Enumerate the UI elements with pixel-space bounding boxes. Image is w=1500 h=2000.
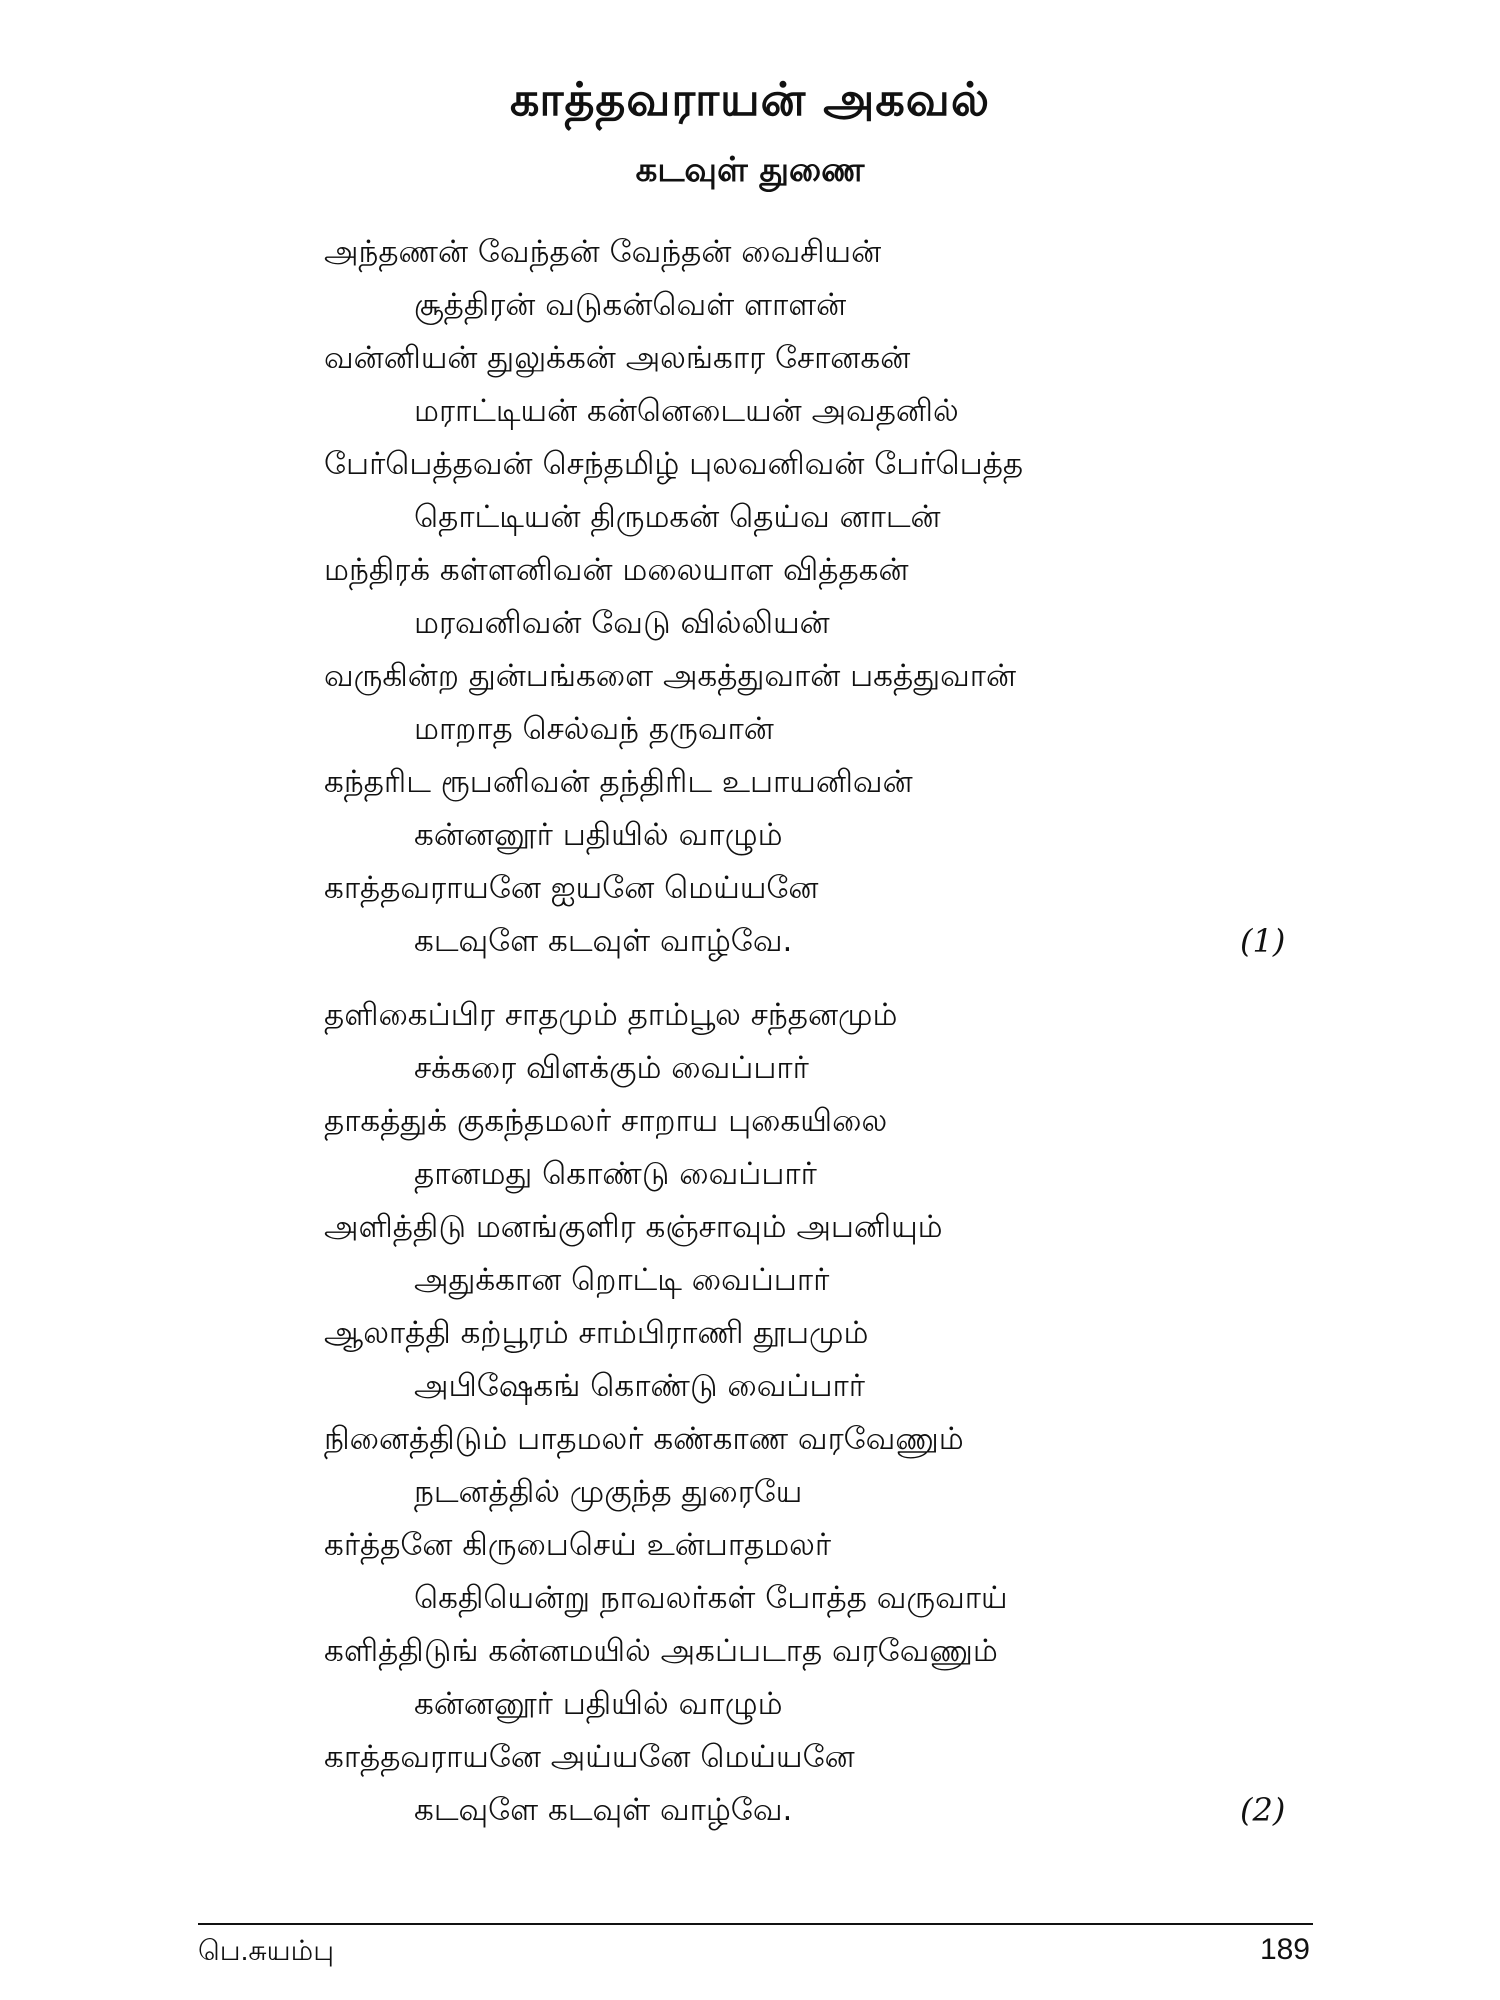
verse-line: நடனத்தில் முகுந்த துரையே xyxy=(414,1474,803,1510)
verse-line: மராட்டியன் கன்னெடையன் அவதனில் xyxy=(414,393,959,429)
page-number: 189 xyxy=(1259,1933,1310,1966)
verse-line: கர்த்தனே கிருபைசெய் உன்பாதமலர் xyxy=(324,1527,832,1563)
verse-line: வன்னியன் துலுக்கன் அலங்கார சோனகன் xyxy=(324,340,911,376)
verse-line: கன்னனூர் பதியில் வாழும் xyxy=(414,1686,783,1722)
verse-line: கந்தரிட ரூபனிவன் தந்திரிட உபாயனிவன் xyxy=(324,764,913,800)
footer-divider xyxy=(198,1923,1313,1925)
verse-line: தாகத்துக் குகந்தமலர் சாறாய புகையிலை xyxy=(324,1103,888,1139)
verse-line: நினைத்திடும் பாதமலர் கண்காண வரவேணும் xyxy=(324,1421,964,1457)
verse-line: தொட்டியன் திருமகன் தெய்வ னாடன் xyxy=(414,499,941,535)
verse-line: அதுக்கான றொட்டி வைப்பார் xyxy=(414,1262,830,1298)
verse-line: ஆலாத்தி கற்பூரம் சாம்பிராணி தூபமும் xyxy=(324,1315,869,1351)
verse-number: (2) xyxy=(1240,1791,1286,1829)
verse-line: களித்திடுங் கன்னமயில் அகப்படாத வரவேணும் xyxy=(324,1633,998,1669)
verse-line: அபிஷேகங் கொண்டு வைப்பார் xyxy=(414,1368,865,1404)
verse-line: தானமது கொண்டு வைப்பார் xyxy=(414,1156,817,1192)
verse-line: அளித்திடு மனங்குளிர கஞ்சாவும் அபனியும் xyxy=(324,1209,943,1245)
verse-line: கடவுளே கடவுள் வாழ்வே. xyxy=(414,1792,793,1828)
verse-line: காத்தவராயனே ஐயனே மெய்யனே xyxy=(324,870,819,906)
footer-author: பெ.சுயம்பு xyxy=(198,1935,335,1966)
page-title: காத்தவராயன் அகவல் xyxy=(509,72,991,126)
verse-line: சூத்திரன் வடுகன்வெள் ளாளன் xyxy=(414,287,847,323)
verse-line: மாறாத செல்வந் தருவான் xyxy=(414,711,774,747)
verse-line: சக்கரை விளக்கும் வைப்பார் xyxy=(414,1050,809,1086)
verse-line: தளிகைப்பிர சாதமும் தாம்பூல சந்தனமும் xyxy=(324,997,898,1033)
page-subtitle: கடவுள் துணை xyxy=(635,150,865,190)
verse-line: கெதியென்று நாவலர்கள் போத்த வருவாய் xyxy=(414,1580,1008,1616)
verse-line: மரவனிவன் வேடு வில்லியன் xyxy=(414,605,830,641)
verse-line: பேர்பெத்தவன் செந்தமிழ் புலவனிவன் பேர்பெத்த xyxy=(324,446,1024,482)
verse-line: காத்தவராயனே அய்யனே மெய்யனே xyxy=(324,1739,855,1775)
verse-line: அந்தணன் வேந்தன் வேந்தன் வைசியன் xyxy=(324,234,882,270)
verse-line: கடவுளே கடவுள் வாழ்வே. xyxy=(414,923,793,959)
verse-number: (1) xyxy=(1240,922,1286,960)
verse-line: வருகின்ற துன்பங்களை அகத்துவான் பகத்துவான் xyxy=(324,658,1017,694)
verse-line: மந்திரக் கள்ளனிவன் மலையாள வித்தகன் xyxy=(324,552,909,588)
verse-line: கன்னனூர் பதியில் வாழும் xyxy=(414,817,783,853)
